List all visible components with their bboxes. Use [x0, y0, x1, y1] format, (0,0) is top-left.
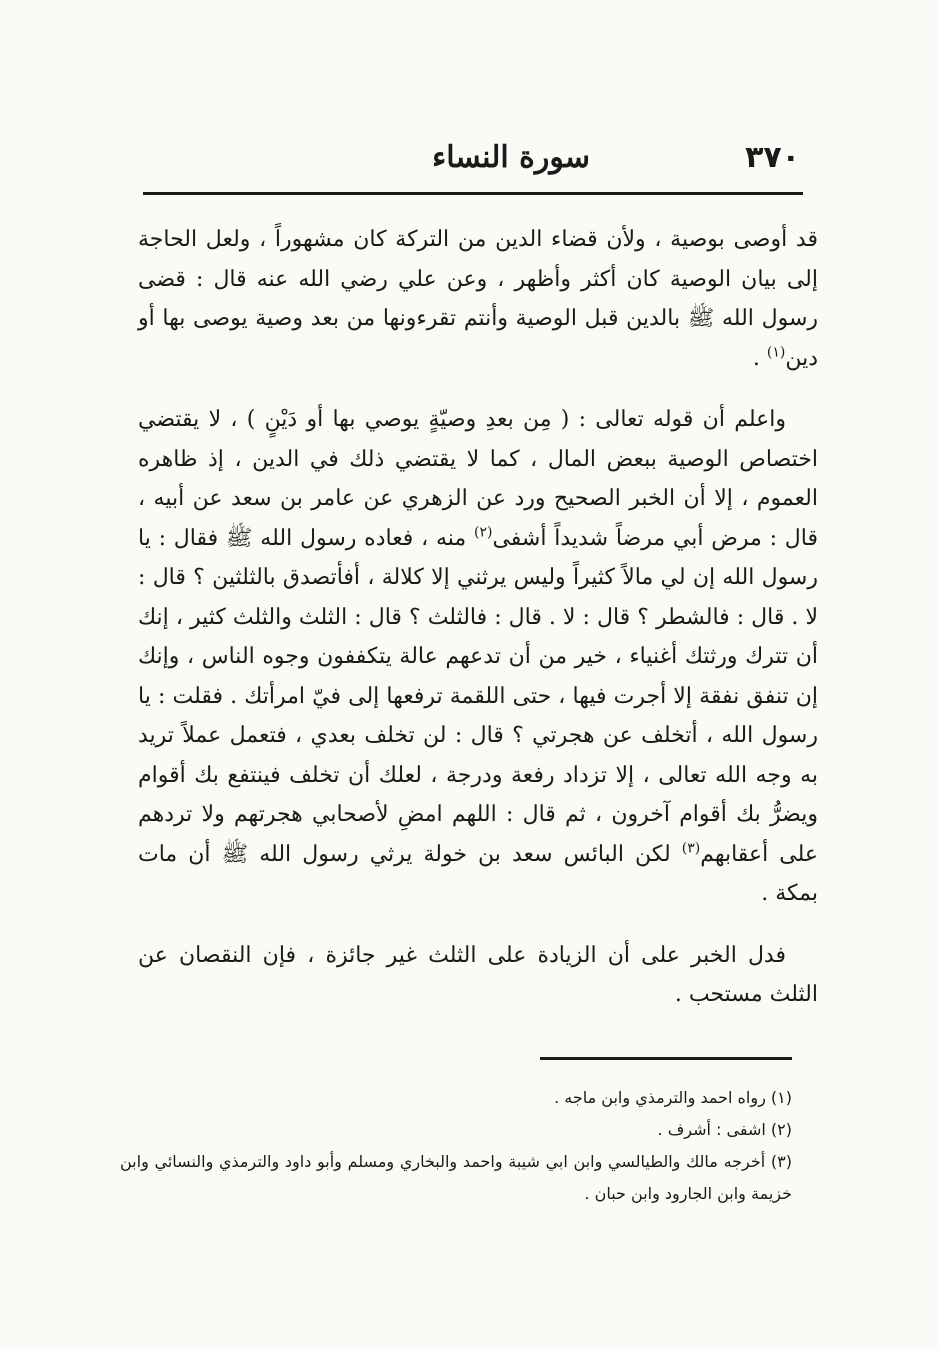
footnote-divider — [540, 1057, 792, 1060]
paragraph-1-text: قد أوصى بوصية ، ولأن قضاء الدين من التركة كان مشهوراً ، ولعل الحاجة إلى بيان الوصية كان أكثر وأظهر ، وعن علي رضي الله عنه قال : قضى رسول الله ﷺ بالدين قبل الوصية وأنتم تقرءونها من بعد وصية يوصى بها أو دين — [138, 227, 818, 371]
footnote-2: (٢) اشفى : أشرف . — [657, 1120, 792, 1139]
page-header — [140, 140, 800, 184]
footnote-ref-3: (٣) — [681, 840, 701, 857]
page-number: ٣٧٠ — [745, 140, 800, 175]
header-divider — [143, 192, 803, 195]
footnote-3: (٣) أخرجه مالك والطيالسي وابن ابي شيبة واحمد والبخاري ومسلم وأبو داود والترمذي والنسائي وابن خزيمة وابن الجارود وابن حبان . — [120, 1152, 792, 1203]
paragraph-2-text-c: لكن البائس سعد بن خولة يرثي رسول الله ﷺ أن مات بمكة . — [138, 841, 818, 906]
paragraph-2 — [138, 400, 818, 914]
paragraph-3: فدل الخبر على أن الزيادة على الثلث غير جائزة ، فإن النقصان عن الثلث مستحب . — [138, 942, 818, 1007]
main-text — [138, 220, 818, 1015]
paragraph-1-end: . — [752, 345, 767, 371]
surah-title: سورة النساء — [432, 140, 590, 175]
footnotes — [120, 1082, 792, 1210]
paragraph-1 — [138, 220, 818, 378]
paragraph-2-text-b: منه ، فعاده رسول الله ﷺ فقال : يا رسول الله إن لي مالاً كثيراً وليس يرثني إلا كلالة ، أفأتصدق بالثلثين ؟ قال : لا . قال : فالشطر ؟ قال : لا . قال : فالثلث ؟ قال : الثلث والثلث كثير ، إنك أن تترك ورثتك أغنياء ، خير من أن تدعهم عالة يتكففون وجوه الناس ، وإنك إن تنفق نفقة إلا أجرت فيها ، حتى اللقمة ترفعها إلى فيّ امرأتك . فقلت : يا رسول الله ، أتخلف عن هجرتي ؟ قال : لن تخلف بعدي ، فتعمل عملاً تريد به وجه الله تعالى ، إلا تزداد رفعة ودرجة ، لعلك أن تخلف فينتفع بك أقوام ويضرُّ بك أقوام آخرون ، ثم قال : اللهم امضِ لأصحابي هجرتهم ولا تردهم على أعقابهم — [138, 525, 818, 867]
footnote-ref-1: (١) — [766, 344, 786, 361]
footnote-ref-2: (٢) — [474, 524, 493, 541]
paragraph-2-text-a: واعلم أن قوله تعالى : ( مِن بعدِ وصيّةٍ يوصي بها أو دَيْنٍ ) ، لا يقتضي اختصاص الوصية ببعض المال ، كما لا يقتضي ذلك في الدين ، إذ ظاهره العموم ، إلا أن الخبر الصحيح ورد عن الزهري عن عامر بن سعد عن أبيه ، قال : مرض أبي مرضاً شديداً أشفى — [138, 407, 818, 551]
footnote-1: (١) رواه احمد والترمذي وابن ماجه . — [554, 1088, 792, 1107]
